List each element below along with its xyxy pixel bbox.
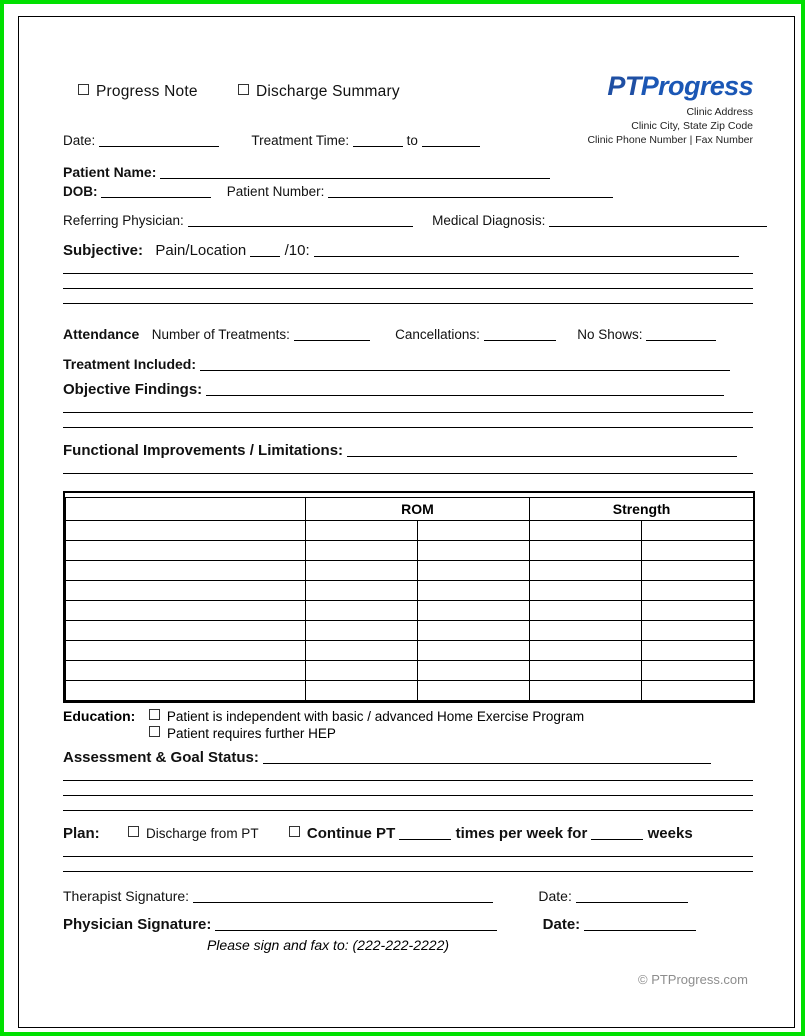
therapist-date-input[interactable] (576, 889, 688, 903)
table-cell[interactable] (530, 661, 642, 681)
table-cell[interactable] (66, 601, 306, 621)
functional-label: Functional Improvements / Limitations: (63, 442, 344, 459)
subjective-label: Subjective: (63, 242, 144, 259)
cancellations-label: Cancellations: (395, 327, 480, 342)
dob-label: DOB: (63, 184, 98, 199)
assessment-input-line-4[interactable] (63, 810, 753, 811)
table-cell[interactable] (306, 621, 418, 641)
fax-note: Please sign and fax to: (222-222-2222) (206, 937, 450, 953)
table-cell[interactable] (530, 521, 642, 541)
table-cell[interactable] (306, 521, 418, 541)
plan-times-per-week-label: times per week for (455, 825, 588, 842)
measurements-table (63, 491, 755, 703)
table-cell[interactable] (530, 641, 642, 661)
medical-diagnosis-input[interactable] (549, 213, 767, 227)
discharge-summary-label: Discharge Summary (256, 83, 400, 100)
assessment-input-line-3[interactable] (63, 795, 753, 796)
table-cell[interactable] (418, 601, 530, 621)
table-cell[interactable] (418, 521, 530, 541)
plan-weeks-input[interactable] (591, 826, 643, 840)
subjective-input-line-2[interactable] (63, 273, 753, 274)
plan-frequency-input[interactable] (399, 826, 451, 840)
patient-name-label: Patient Name: (63, 164, 157, 180)
treatment-included-row (63, 356, 753, 372)
table-row[interactable] (66, 581, 754, 601)
table-cell[interactable] (642, 541, 754, 561)
table-cell[interactable] (530, 561, 642, 581)
referring-physician-label: Referring Physician: (63, 213, 184, 228)
to-label: to (406, 133, 418, 148)
table-row[interactable] (66, 661, 754, 681)
table-cell[interactable] (418, 561, 530, 581)
table-row[interactable] (66, 681, 754, 701)
assessment-row (63, 749, 753, 766)
therapist-date-label: Date: (538, 888, 572, 904)
table-row[interactable] (66, 541, 754, 561)
assessment-label: Assessment & Goal Status: (63, 749, 259, 766)
table-cell[interactable] (66, 541, 306, 561)
table-cell[interactable] (418, 661, 530, 681)
physician-date-input[interactable] (584, 917, 696, 931)
table-cell[interactable] (306, 641, 418, 661)
checkbox-icon[interactable] (289, 826, 300, 837)
brand-pt: PT (607, 71, 641, 101)
objective-findings-input-line-2[interactable] (63, 412, 753, 413)
copyright: © PTProgress.com (638, 972, 748, 987)
attendance-label: Attendance (63, 326, 140, 342)
checkbox-icon[interactable] (128, 826, 139, 837)
dob-row (63, 184, 753, 199)
table-cell[interactable] (306, 661, 418, 681)
physician-date-label: Date: (542, 916, 581, 933)
checkbox-progress-note[interactable] (78, 83, 198, 101)
treatment-time-end-input[interactable] (422, 133, 480, 147)
table-cell[interactable] (642, 601, 754, 621)
plan-input-line-3[interactable] (63, 871, 753, 872)
table-cell[interactable] (66, 521, 306, 541)
checkbox-discharge-summary[interactable] (238, 83, 400, 101)
subjective-row (63, 242, 753, 259)
table-row[interactable] (66, 521, 754, 541)
education-option-2: Patient requires further HEP (167, 726, 336, 741)
table-cell[interactable] (642, 521, 754, 541)
objective-findings-input-line-3[interactable] (63, 427, 753, 428)
table-cell[interactable] (530, 681, 642, 701)
table-cell[interactable] (306, 581, 418, 601)
objective-findings-label: Objective Findings: (63, 381, 203, 398)
objective-findings-input-line-1[interactable] (206, 382, 724, 396)
table-header-strength: Strength (530, 498, 754, 521)
table-cell[interactable] (418, 641, 530, 661)
table-cell[interactable] (642, 661, 754, 681)
table-cell[interactable] (306, 561, 418, 581)
plan-continue-option: Continue PT (306, 825, 396, 842)
table-cell[interactable] (642, 581, 754, 601)
patient-number-input[interactable] (328, 184, 613, 198)
physician-signature-row (63, 916, 753, 933)
subjective-input-line-1[interactable] (314, 243, 739, 257)
checkbox-icon[interactable] (238, 84, 249, 95)
date-time-row (63, 133, 753, 148)
education-row-1 (63, 708, 753, 724)
form-content (63, 57, 753, 953)
date-label: Date: (63, 133, 96, 148)
table-cell[interactable] (642, 641, 754, 661)
form-sheet (18, 16, 795, 1028)
attendance-row (63, 326, 753, 342)
brand-progress: Progress (640, 71, 753, 101)
treatment-included-label: Treatment Included: (63, 356, 197, 372)
dob-input[interactable] (101, 184, 211, 198)
education-option-1: Patient is independent with basic / advanced Home Exercise Program (166, 709, 585, 724)
subjective-input-line-4[interactable] (63, 303, 753, 304)
table-row[interactable] (66, 641, 754, 661)
patient-name-input[interactable] (160, 165, 550, 179)
referring-physician-input[interactable] (188, 213, 413, 227)
plan-weeks-label: weeks (647, 825, 693, 842)
subjective-input-line-3[interactable] (63, 288, 753, 289)
checkbox-icon[interactable] (149, 726, 160, 737)
treatment-time-label: Treatment Time: (251, 133, 350, 148)
treatment-time-start-input[interactable] (353, 133, 403, 147)
date-input[interactable] (99, 133, 219, 147)
no-shows-label: No Shows: (577, 327, 643, 342)
table-cell[interactable] (530, 541, 642, 561)
table-cell[interactable] (418, 581, 530, 601)
education-row-2 (149, 726, 753, 741)
plan-row (63, 825, 753, 842)
table-cell[interactable] (642, 681, 754, 701)
functional-input-line-1[interactable] (347, 443, 737, 457)
patient-name-row (63, 164, 753, 180)
pain-score-input[interactable] (250, 243, 280, 257)
table-cell[interactable] (530, 581, 642, 601)
functional-row (63, 442, 753, 459)
table-row[interactable] (66, 621, 754, 641)
medical-diagnosis-label: Medical Diagnosis: (432, 213, 546, 228)
table-cell[interactable] (306, 541, 418, 561)
table-header-row (66, 498, 754, 521)
therapist-signature-row (63, 888, 753, 904)
progress-note-label: Progress Note (96, 83, 198, 100)
physician-signature-label: Physician Signature: (63, 916, 212, 933)
number-of-treatments-label: Number of Treatments: (151, 327, 290, 342)
clinic-phone: Clinic Phone Number | Fax Number (587, 134, 753, 147)
table-header-blank (66, 498, 306, 521)
no-shows-input[interactable] (646, 327, 716, 341)
plan-discharge-option: Discharge from PT (146, 826, 259, 841)
treatment-included-input[interactable] (200, 357, 730, 371)
table-cell[interactable] (66, 661, 306, 681)
table-row[interactable] (66, 561, 754, 581)
cancellations-input[interactable] (484, 327, 556, 341)
table-cell[interactable] (306, 681, 418, 701)
therapist-signature-input[interactable] (193, 889, 493, 903)
number-of-treatments-input[interactable] (294, 327, 370, 341)
plan-label: Plan: (63, 825, 100, 842)
plan-input-line-2[interactable] (63, 856, 753, 857)
pain-location-label: Pain/Location (155, 242, 247, 259)
assessment-input-line-2[interactable] (63, 780, 753, 781)
physician-signature-input[interactable] (215, 917, 497, 931)
brand-name (587, 73, 753, 100)
table-cell[interactable] (306, 601, 418, 621)
table-body (66, 521, 754, 701)
table-cell[interactable] (66, 681, 306, 701)
rom-strength-table (65, 497, 754, 701)
table-cell[interactable] (66, 641, 306, 661)
functional-input-line-2[interactable] (63, 473, 753, 474)
table-cell[interactable] (66, 561, 306, 581)
table-cell[interactable] (66, 581, 306, 601)
checkbox-icon[interactable] (78, 84, 89, 95)
table-cell[interactable] (530, 601, 642, 621)
checkbox-icon[interactable] (149, 709, 160, 720)
patient-number-label: Patient Number: (226, 184, 325, 199)
clinic-city: Clinic City, State Zip Code (631, 120, 753, 133)
table-cell[interactable] (418, 541, 530, 561)
table-cell[interactable] (66, 621, 306, 641)
pain-scale-label: /10: (284, 242, 310, 259)
table-cell[interactable] (642, 621, 754, 641)
therapist-signature-label: Therapist Signature: (63, 888, 190, 904)
table-row[interactable] (66, 601, 754, 621)
table-cell[interactable] (418, 621, 530, 641)
clinic-address: Clinic Address (686, 106, 753, 118)
table-cell[interactable] (418, 681, 530, 701)
table-cell[interactable] (642, 561, 754, 581)
table-cell[interactable] (530, 621, 642, 641)
referring-physician-row (63, 213, 753, 228)
table-header-rom: ROM (306, 498, 530, 521)
objective-findings-row (63, 381, 753, 398)
education-label: Education: (63, 708, 136, 724)
assessment-input-line-1[interactable] (263, 750, 711, 764)
